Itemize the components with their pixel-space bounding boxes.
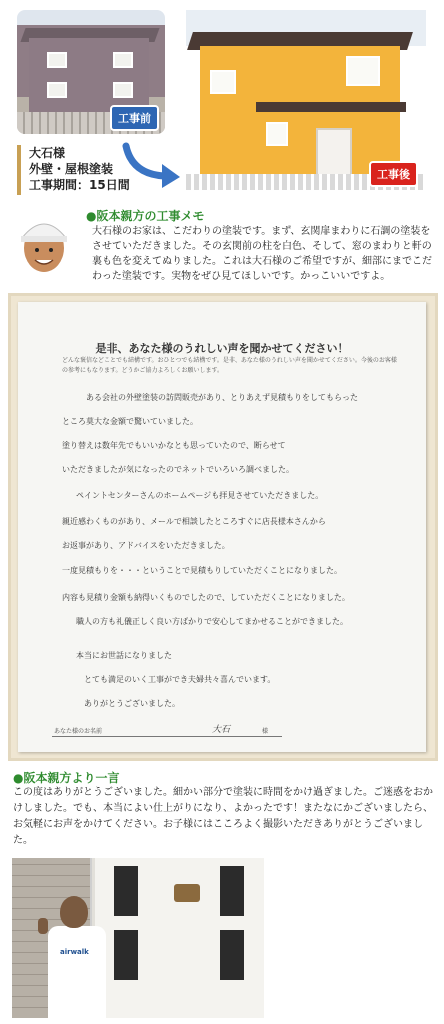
letter-line: いただきましたが気になったのでネットでいろいろ調べました。	[62, 465, 294, 474]
shirt-logo: airwalk	[60, 948, 89, 956]
before-badge: 工事前	[110, 105, 159, 131]
letter-line: ところ莫大な金額で驚いていました。	[62, 417, 198, 426]
letter-line: ありがとうございました。	[84, 699, 180, 708]
letter-line: ある会社の外壁塗装の訪問販売があり、とりあえず見積もりをしてもらった	[86, 393, 358, 402]
letter-line: 塗り替えは数年先でもいいかなとも思っていたので、断らせて	[62, 441, 286, 450]
letter-line: 一度見積もりを・・・ということで見積もりしていただくことになりました。	[62, 566, 342, 575]
work-type: 外壁・屋根塗装	[29, 162, 114, 176]
memo-text: 大石様のお家は、こだわりの塗装です。まず、玄関扉まわりに石調の塗装をさせていただきました。その玄関前の柱を白色、そして、窓のまわりと軒の裏も色を変えてぬりました。これは大石様のご希望ですが、細部にまでこだわった塗装です。実物をぜひ見てほしいです。かっこいいですよ。	[92, 226, 432, 282]
letter-intro: どんな褒信などことでも結構です。おひとつでも結構です。是非、あなた様のうれしい声を聞かせてください。今後のお客様の参考にもなります。どうかご協力よろしくお願いします。	[62, 357, 397, 374]
letter-line: ペイントセンターさんのホームページも拝見させていただきました。	[76, 491, 324, 500]
message-text: この度はありがとうございました。細かい部分で塗装に時間をかけ過ぎました。ご迷惑をおかけしました。でも、本当によい仕上がりになり、よかったです！またなにかございましたら、お気軽にお声をかけてください。お子様にはこころよく撮影いただきありがとうございました。	[13, 787, 433, 846]
letter-line: 内容も見積り金額も納得いくものでしたので、していただくことになりました。	[62, 593, 350, 602]
letter-title: 是非、あなた様のうれしい声を聞かせてください！	[95, 342, 349, 355]
after-badge: 工事後	[369, 161, 418, 187]
family-photo	[12, 858, 264, 1018]
letter-line: 本当にお世話になりました	[76, 651, 172, 660]
signature-label: あなた様のお名前	[54, 728, 103, 735]
arrow-icon	[122, 140, 184, 190]
signature-suffix: 様	[262, 728, 269, 735]
letter-line: とても満足のいく工事ができ夫婦共々喜んでいます。	[84, 675, 276, 684]
letter-line: 職人の方も礼儀正しく良い方ばかりで安心してまかせることができました。	[76, 617, 348, 626]
signature-line	[52, 736, 282, 737]
signature-name: 大石	[212, 725, 231, 735]
letter-line: 親近感わくものがあり、メールで相談したところすぐに店長様本さんから	[62, 517, 326, 526]
memo-heading: ●阪本親方の工事メモ	[86, 209, 205, 223]
craftsman-avatar	[17, 208, 71, 278]
work-period: 工事期間：15日間	[29, 178, 130, 192]
message-heading: ●阪本親方より一言	[13, 771, 120, 785]
letter-line: お返事があり、アドバイスをいただきました。	[62, 541, 230, 550]
customer-name: 大石様	[29, 146, 66, 160]
